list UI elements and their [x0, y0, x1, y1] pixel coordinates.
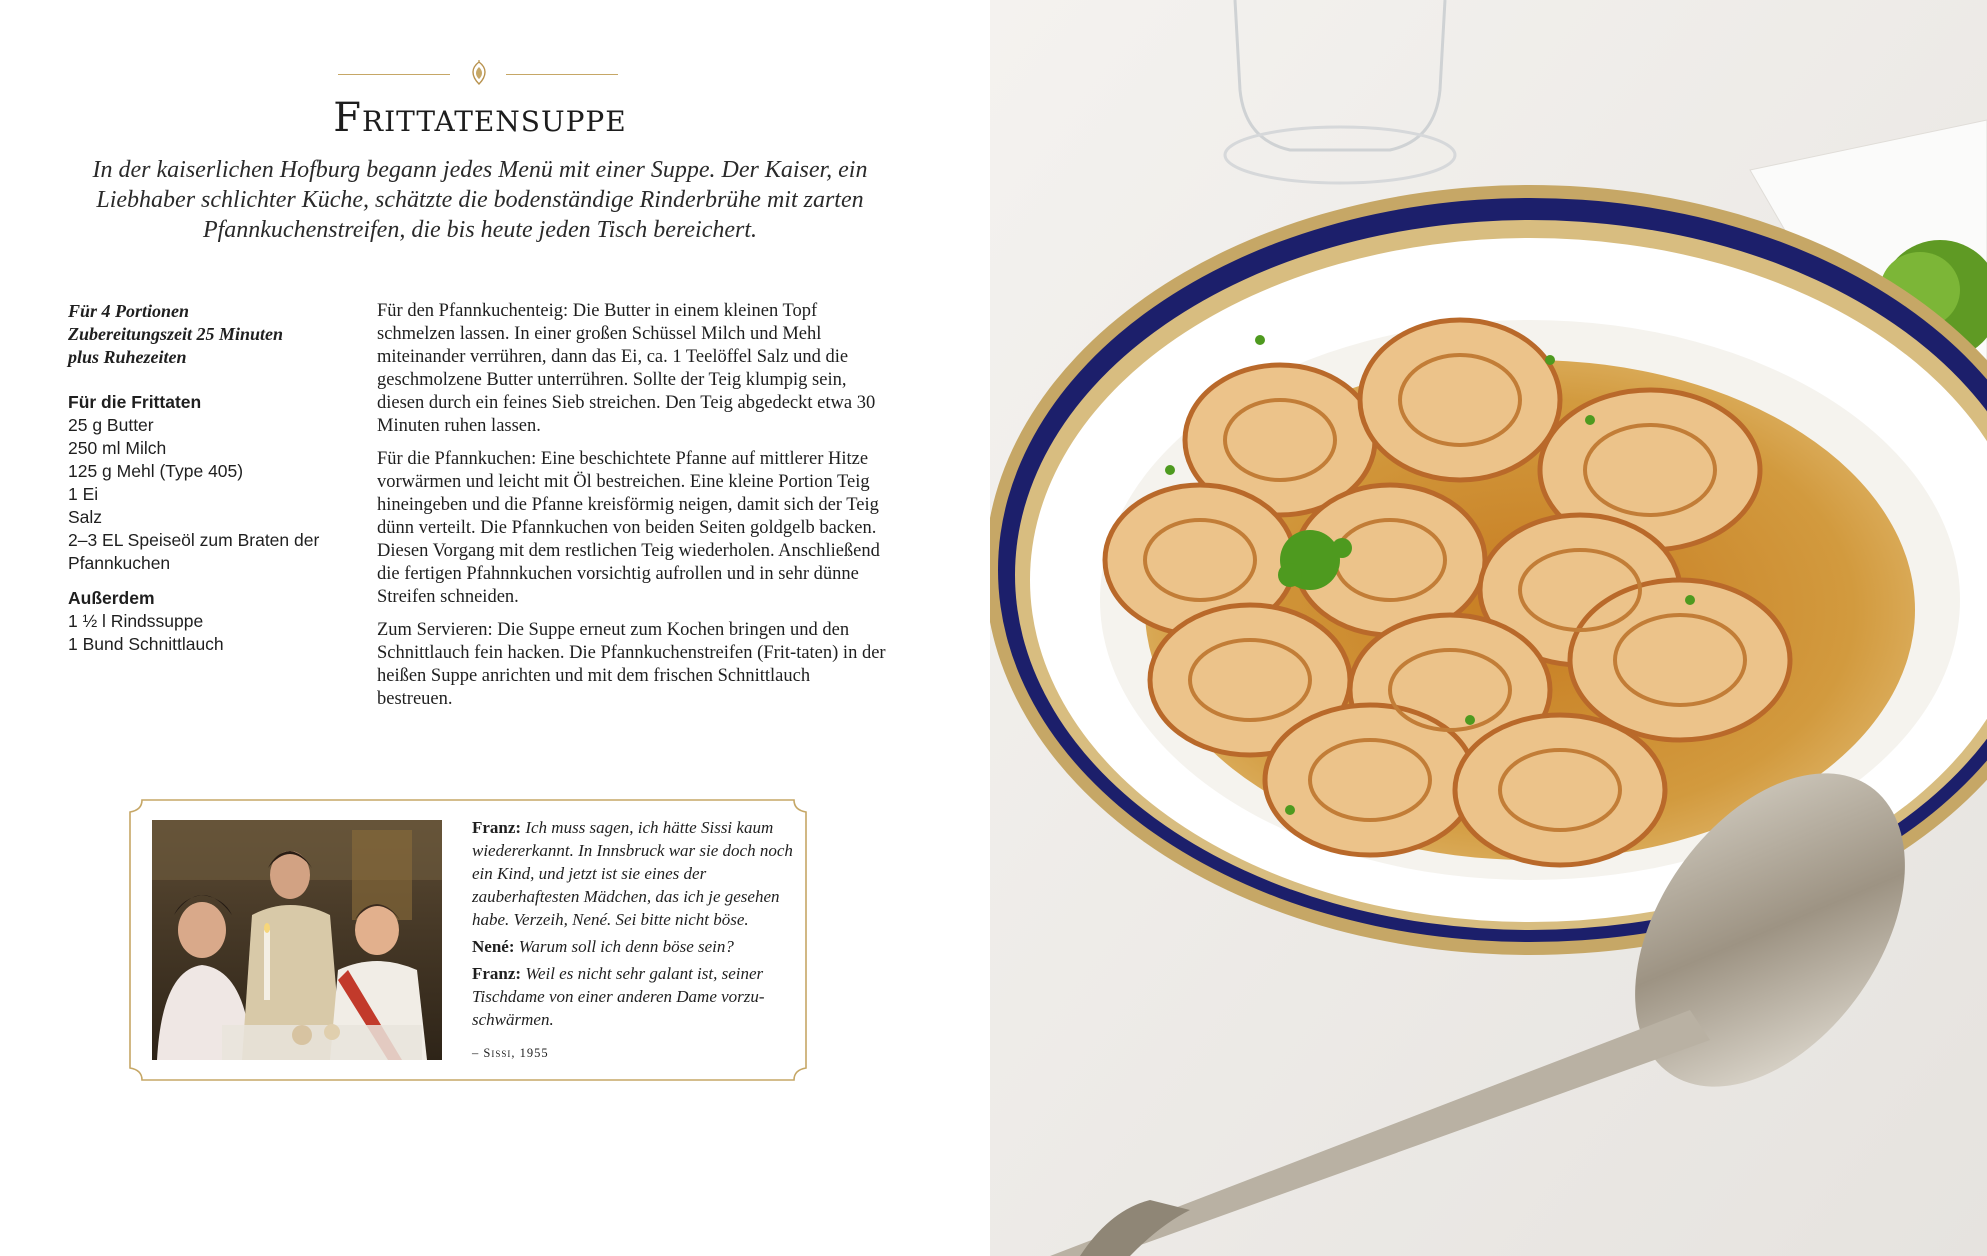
ingredient-item: 2–3 EL Speiseöl zum Braten der Pfannkuchen: [68, 530, 320, 573]
ingredient-item: 125 g Mehl (Type 405): [68, 461, 244, 481]
title-ornament: [338, 58, 618, 88]
film-still-image: [152, 820, 442, 1060]
ornament-line-right: [506, 74, 618, 75]
step-paragraph: Für die Pfannkuchen: Eine beschichtete Pfanne auf mittlerer Hitze vorwärmen und leicht mit Öl bestreichen. Eine kleine Portion Teig hineingeben und die Pfanne kreisförmig neigen, damit sich der Teig dünn verteilt. Die Pfannkuchen von beiden Seiten goldgelb backen. Diesen Vorgang mit dem restlichen Teig wiederholen. Anschließend die fertigen Pfahnnkuchen vorsichtig aufrollen und in sehr dünne Streifen schneiden.: [377, 449, 880, 607]
step-paragraph: Zum Servieren: Die Suppe erneut zum Kochen bringen und den Schnittlauch fein hacken. Die Pfannkuchenstreifen (Frit-taten) in der heißen Suppe anrichten und mit dem frischen Schnittlauch bestreuen.: [377, 620, 886, 709]
portions: Für 4 Portionen: [68, 301, 190, 321]
dialogue-text: Ich muss sagen, ich hätte Sissi kaum wiedererkannt. In Innsbruck war sie doch noch ein Kind, und jetzt ist sie eines der zauberhaftesten Mädchen, das ich je gesehen habe. Verzeih, Nené. Sei bitte nicht böse.: [472, 818, 793, 929]
quote-dialogue: [472, 816, 802, 1035]
ornament-line-left: [338, 74, 450, 75]
preparation-steps: [377, 300, 887, 721]
speaker-label: Nené:: [472, 937, 515, 956]
recipe-page: [0, 0, 990, 1256]
ingredient-item: 1 ½ l Rindssuppe: [68, 611, 204, 631]
ingredient-group-title: Für die Frittaten: [68, 392, 202, 412]
crest-icon: [468, 60, 490, 86]
dialogue-line: [472, 962, 802, 1031]
recipe-title: Frittatensuppe: [333, 95, 627, 141]
ingredient-item: 1 Bund Schnittlauch: [68, 634, 224, 654]
ingredient-item: 25 g Butter: [68, 415, 154, 435]
speaker-label: Franz:: [472, 964, 522, 983]
speaker-label: Franz:: [472, 818, 522, 837]
ingredient-item: 1 Ei: [68, 484, 99, 504]
ingredient-list: [68, 391, 358, 656]
soup-photo-illustration: [990, 0, 1987, 1256]
quote-source: – Sissi, 1955: [472, 1046, 549, 1060]
ingredient-item: Salz: [68, 507, 103, 527]
dialogue-text: Warum soll ich denn böse sein?: [518, 937, 734, 956]
recipe-intro: In der kaiserlichen Hofburg begann jedes Menü mit einer Suppe. Der Kaiser, ein Liebhaber schlichter Küche, schätzte die bodenständige Rinderbrühe mit zarten Pfannkuchenstreifen, die bis heute jeden Tisch bereichert.: [92, 157, 868, 243]
ingredient-item: 250 ml Milch: [68, 438, 167, 458]
recipe-meta: [68, 300, 328, 369]
dialogue-line: [472, 935, 802, 958]
rest-time: plus Ruhezeiten: [68, 347, 187, 367]
step-paragraph: Für den Pfannkuchenteig: Die Butter in einem kleinen Topf schmelzen lassen. In einer großen Schüssel Milch und Mehl miteinander verrühren, dann das Ei, ca. 1 Teelöffel Salz und die geschmolzene Butter unterrühren. Sollte der Teig klumpig sein, diesen durch ein feines Sieb streichen. Den Teig abgedeckt etwa 30 Minuten ruhen lassen.: [377, 301, 876, 436]
dialogue-text: Weil es nicht sehr galant ist, seiner Tischdame von einer anderen Dame vorzu-schwärmen.: [472, 964, 765, 1029]
ingredient-group-title: Außerdem: [68, 588, 155, 608]
prep-time: Zubereitungszeit 25 Minuten: [68, 324, 284, 344]
dialogue-line: [472, 816, 802, 931]
soup-photo: [990, 0, 1987, 1256]
